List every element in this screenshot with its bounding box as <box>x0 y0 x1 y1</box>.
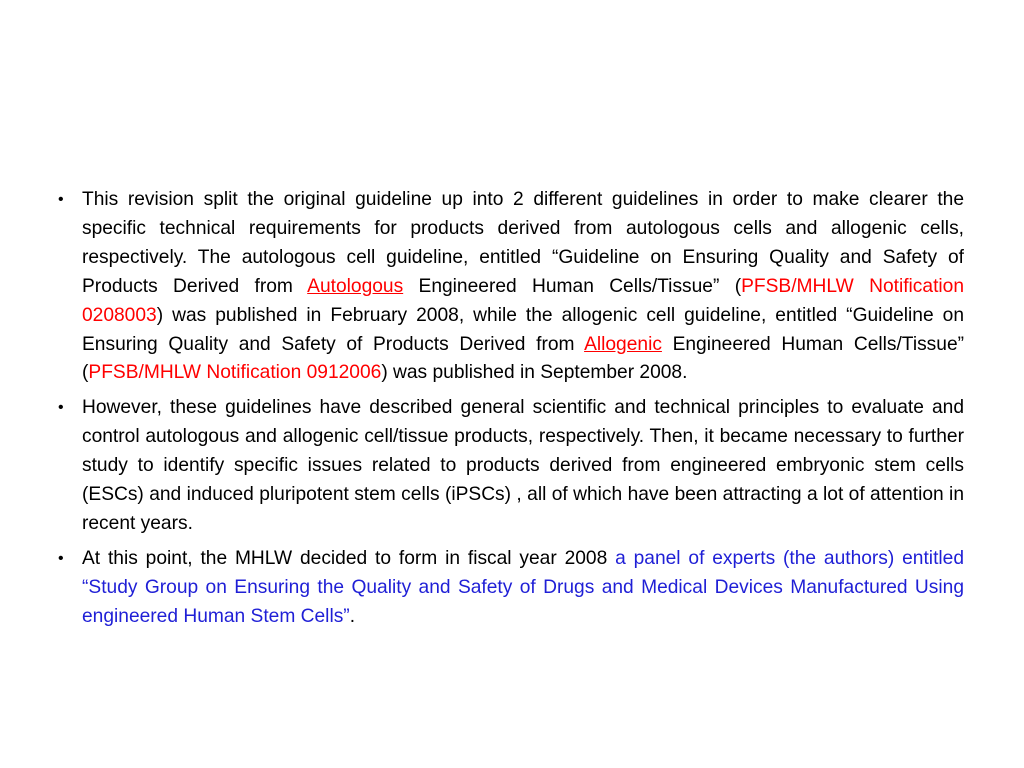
bullet-item-revision <box>58 186 964 388</box>
text-segment: ) was published in September 2008. <box>381 362 688 384</box>
text-segment: However, these guidelines have described general scientific and technical principles to evaluate and control autologous and allogenic cell/tissue products, respectively. Then, it became necessary to further study to identify specific issues related to products derived from engineered embryonic stem cells (ESCs) and induced pluripotent stem cells (iPSCs) , all of which have been attracting a lot of attention in recent years. <box>82 397 964 534</box>
text-segment: Engineered Human Cells/Tissue” ( <box>403 275 742 297</box>
text-segment: Engineered Human Cells/Tissue” ( <box>82 333 964 384</box>
bullet-list <box>58 186 964 638</box>
bullet-marker: • <box>58 191 64 208</box>
bullet-item-mhlw <box>58 545 964 632</box>
notification-ref: PFSB/MHLW Notification 0912006 <box>88 362 382 384</box>
study-group-text: a panel of experts (the authors) entitled “Study Group on Ensuring the Quality and Safety of Drugs and Medical Devices Manufactured Using engineered Human Stem Cells” <box>82 547 965 627</box>
text-segment: ) was published in February 2008, while the allogenic cell guideline, entitled “Guideline on Ensuring Quality and Safety of Products Derived from <box>82 304 964 355</box>
bullet-text <box>82 548 964 627</box>
bullet-marker: • <box>58 549 64 567</box>
text-segment: This revision split the original guideline up into 2 different guidelines in order to make clearer the specific technical requirements for products derived from autologous cells and allogenic cells, respectively. The autologous cell guideline, entitled “Guideline on Ensuring Quality and Safety of Products Derived from <box>82 189 964 297</box>
bullet-marker: • <box>58 399 64 417</box>
allogenic-link[interactable]: Allogenic <box>584 333 662 355</box>
bullet-text <box>82 189 964 383</box>
autologous-link[interactable]: Autologous <box>307 275 404 297</box>
text-segment: At this point, the MHLW decided to form in fiscal year 2008 <box>82 547 616 569</box>
text-segment: . <box>349 605 356 627</box>
bullet-text <box>82 397 964 534</box>
notification-ref: PFSB/MHLW Notification 0208003 <box>82 275 965 326</box>
bullet-item-guidelines <box>58 394 964 539</box>
